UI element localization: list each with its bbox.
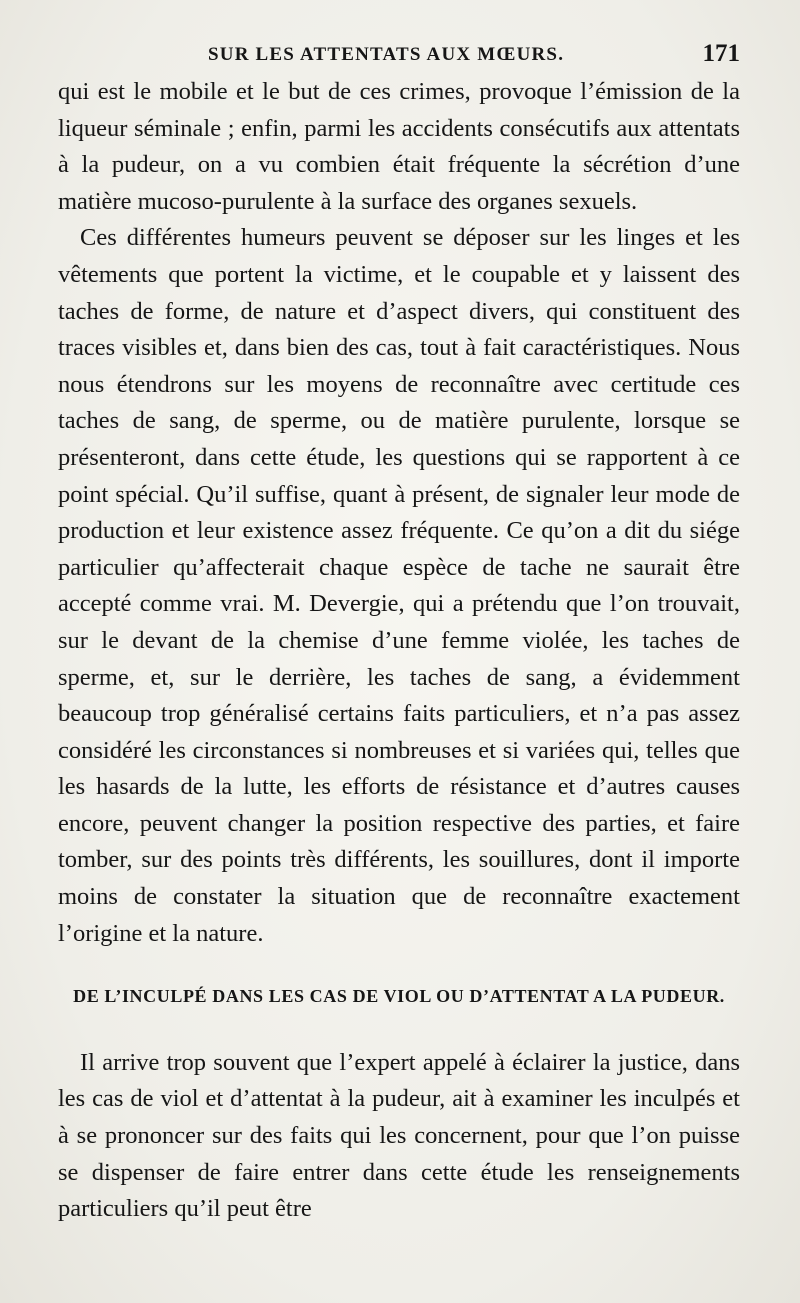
page-number: 171: [702, 40, 740, 67]
running-header: [58, 38, 740, 74]
section-heading: DE L’INCULPÉ DANS LES CAS DE VIOL OU D’ATTENTAT A LA PUDEUR.: [73, 986, 725, 1007]
paragraph-accused: Il arrive trop souvent que l’expert appelé à éclairer la justice, dans les cas de viol et d’attentat à la pudeur, ait à examiner les inculpés et à se prononcer sur des faits qui les concernent, pour que l’on puisse se dispenser de faire entrer dans cette étude les renseignements particuliers qu’il peut être: [58, 1048, 740, 1223]
body-text: [58, 74, 740, 1228]
paragraph-continuation: qui est le mobile et le but de ces crimes, provoque l’émission de la liqueur séminale ; enfin, parmi les accidents consécutifs aux attentats à la pudeur, on a vu combien était fréquente la sécrétion d’une matière mucoso-purulente à la surface des organes sexuels.: [58, 78, 740, 215]
paragraph-stains: Ces différentes humeurs peuvent se déposer sur les linges et les vêtements que portent la victime, et le coupable et y laissent des taches de forme, de nature et d’aspect divers, qui constituent des traces visibles et, dans bien des cas, tout à fait caractéristiques. Nous nous étendrons sur les moyens de reconnaître avec certitude ces taches de sang, de sperme, ou de matière purulente, lorsque se présenteront, dans cette étude, les questions qui se rapportent à ce point spécial. Qu’il suffise, quant à présent, de signaler leur mode de production et leur existence assez fréquente. Ce qu’on a dit du siége particulier qu’affecterait chaque espèce de tache ne saurait être accepté comme vrai. M. Devergie, qui a prétendu que l’on trouvait, sur le devant de la chemise d’une femme violée, les taches de sperme, et, sur le derrière, les taches de sang, a évidemment beaucoup trop généralisé certains faits particuliers, et n’a pas assez considéré les circonstances si nombreuses et si variées qui, telles que les hasards de la lutte, les efforts de résistance et d’autres causes encore, peuvent changer la position respective des parties, et faire tomber, sur des points très différents, les souillures, dont il importe moins de constater la situation que de reconnaître exactement l’origine et la nature.: [58, 224, 740, 947]
running-title: SUR LES ATTENTATS AUX MŒURS.: [208, 44, 565, 65]
